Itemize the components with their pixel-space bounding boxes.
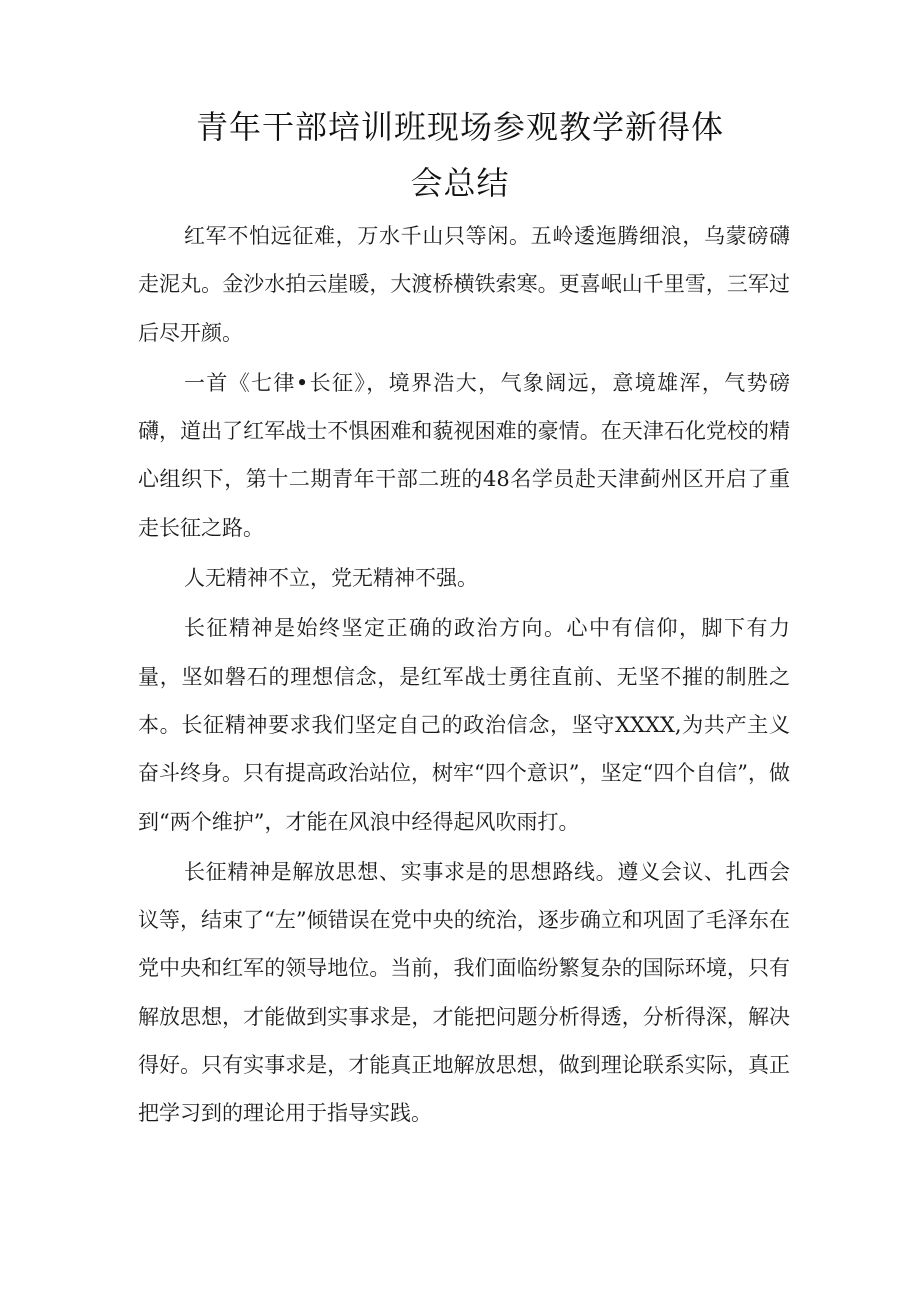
paragraph-political-direction: 长征精神是始终坚定正确的政治方向。心中有信仰，脚下有力量，坚如磐石的理想信念，是红军战士勇往直前、无坚不摧的制胜之本。长征精神要求我们坚定自己的政治信念，坚守XXXX,为共产主义奋斗终身。只有提高政治站位，树牢“四个意识”，坚定“四个自信”，做到“两个维护”，才能在风浪中经得起风吹雨打。 (138, 616, 790, 834)
paragraph-poem: 红军不怕远征难，万水千山只等闲。五岭逶迤腾细浪，乌蒙磅礴走泥丸。金沙水拍云崖暖，大渡桥横铁索寒。更喜岷山千里雪，三军过后尽开颜。 (138, 224, 790, 345)
document-body (138, 212, 790, 1140)
document-title-line2: 会总结 (410, 164, 510, 202)
document-title-line1: 青年干部培训班现场参观教学新得体 (195, 108, 724, 146)
paragraph-intro: 一首《七律•长征》，境界浩大，气象阔远，意境雄浑，气势磅礴，道出了红军战士不惧困难和藐视困难的豪情。在天津石化党校的精心组织下，第十二期青年干部二班的48名学员赴天津蓟州区开启了重走长征之路。 (138, 370, 790, 540)
paragraph-spirit: 人无精神不立，党无精神不强。 (184, 566, 478, 591)
paragraph-thought-line: 长征精神是解放思想、实事求是的思想路线。遵义会议、扎西会议等，结束了“左”倾错误在党中央的统治，逐步确立和巩固了毛泽东在党中央和红军的领导地位。当前，我们面临纷繁复杂的国际环境，只有解放思想，才能做到实事求是，才能把问题分析得透，分析得深，解决得好。只有实事求是，才能真正地解放思想，做到理论联系实际，真正把学习到的理论用于指导实践。 (138, 859, 790, 1126)
